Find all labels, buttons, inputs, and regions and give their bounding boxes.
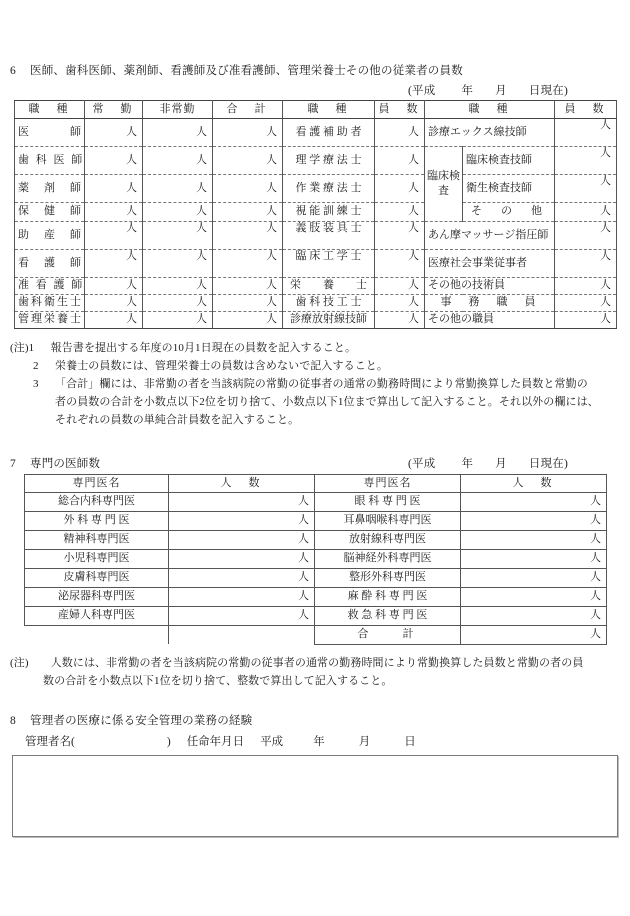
total-count[interactable]: 人 [461,626,607,645]
count-value-3[interactable]: 人 [555,147,617,175]
section-6-heading [10,62,463,78]
specialist-name-left: 皮膚科専門医 [25,569,169,588]
specialist-count-right[interactable]: 人 [461,588,607,607]
note-text: 人数には、非常勤の者を当該病院の常勤の従事者の通常の勤務時間により常勤換算した員数と常勤の者の員 [50,657,584,669]
specialist-name-left: 総合内科専門医 [25,493,169,512]
appointment-date-label: 任命年月日 [186,736,245,748]
specialist-name-left: 精神科専門医 [25,531,169,550]
job-label-2: 栄 養 士 [283,278,375,295]
appointment-month: 月 [358,736,371,748]
job-label: 歯 科 医 師 [15,147,85,175]
section-7-day: 日現在) [528,458,568,470]
count-value-2[interactable]: 人 [375,295,425,312]
specialist-count-right[interactable]: 人 [461,607,607,626]
appointment-era: 平成 [260,736,284,748]
specialist-count-left[interactable]: 人 [169,588,315,607]
table-row [15,295,617,312]
count-value-3[interactable]: 人 [555,250,617,278]
header-job-1: 職 種 [15,101,85,119]
parttime-value[interactable]: 人 [143,312,213,329]
count-value-2[interactable]: 人 [375,203,425,222]
table-row [25,531,607,550]
total-label: 合 計 [315,626,461,645]
count-value-2[interactable]: 人 [375,278,425,295]
section-6-number: 6 [10,65,16,77]
count-value-3[interactable]: 人 [555,295,617,312]
table-row [25,512,607,531]
total-value[interactable]: 人 [213,295,283,312]
parttime-value[interactable]: 人 [143,119,213,147]
parttime-value[interactable]: 人 [143,278,213,295]
count-value-3[interactable]: 人 [555,175,617,203]
manager-info-line [25,733,416,749]
parttime-value[interactable]: 人 [143,222,213,250]
specialist-name-right: 脳神経外科専門医 [315,550,461,569]
specialist-count-right[interactable]: 人 [461,493,607,512]
section-7-title: 専門の医師数 [30,458,101,470]
job-label-3: 医療社会事業従事者 [425,250,555,278]
job-label-2: 臨 床 工 学 士 [283,250,375,278]
section-7-note [10,655,583,672]
fulltime-value[interactable]: 人 [85,250,143,278]
specialist-count-left[interactable]: 人 [169,512,315,531]
specialist-name-right: 整形外科専門医 [315,569,461,588]
header-job-2: 職 種 [283,101,375,119]
empty-cell [25,626,169,645]
section-6-note-2 [33,358,388,375]
section-6-note-1 [10,340,356,357]
job-label: 助 産 師 [15,222,85,250]
fulltime-value[interactable]: 人 [85,175,143,203]
note-text: 「合計」欄には、非常勤の者を当該病院の常勤の従事者の通常の勤務時間により常勤換算した員数と常勤の [55,378,588,390]
section-7-number: 7 [10,458,16,470]
job-label-2: 義 肢 装 具 士 [283,222,375,250]
note-text: 栄養士の員数には、管理栄養士の員数は含めないで記入すること。 [55,360,388,372]
header-specialist-name-2: 専門医名 [315,475,461,493]
count-value-3[interactable]: 人 [555,203,617,222]
specialist-name-right: 放射線科専門医 [315,531,461,550]
count-value-2[interactable]: 人 [375,250,425,278]
job-label: 医 師 [15,119,85,147]
header-parttime: 非常勤 [143,101,213,119]
table-row [15,147,617,175]
manager-name-close: ) [166,736,171,748]
specialist-count-left[interactable]: 人 [169,531,315,550]
experience-free-text-box[interactable] [12,755,618,837]
job-label-2: 歯 科 技 工 士 [283,295,375,312]
job-label: 准 看 護 師 [15,278,85,295]
table-row [15,250,617,278]
job-label-3: 診療エックス線技師 [425,119,555,147]
note-marker: (注) [10,342,29,354]
specialist-count-table [24,474,607,645]
count-value-2[interactable]: 人 [375,147,425,175]
job-label-3: あん摩マッサージ指圧師 [425,222,555,250]
count-value-2[interactable]: 人 [375,222,425,250]
header-specialist-name-1: 専門医名 [25,475,169,493]
section-6-era: (平成 [408,85,436,97]
count-value-2[interactable]: 人 [375,175,425,203]
job-label-2: 診療放射線技師 [283,312,375,329]
specialist-name-right: 麻 酔 科 専 門 医 [315,588,461,607]
header-specialist-count-2: 人 数 [461,475,607,493]
specialist-name-left: 小児科専門医 [25,550,169,569]
job-label-3: その他の技術員 [425,278,555,295]
section-6-year: 年 [461,85,474,97]
section-6-note-3-line-2: 者の員数の合計を小数点以下2位を切り捨て、小数点以下1位まで算出して記入すること。それ以外の欄には、 [55,396,599,408]
fulltime-value[interactable]: 人 [85,278,143,295]
job-label-3: そ の 他 [463,203,555,222]
specialist-table-header-row [25,475,607,493]
section-7-era: (平成 [408,458,436,470]
section-6-title: 医師、歯科医師、薬剤師、看護師及び准看護師、管理栄養士その他の従業者の員数 [30,65,463,77]
note-text: 報告書を提出する年度の10月1日現在の員数を記入すること。 [50,342,357,354]
fulltime-value[interactable]: 人 [85,312,143,329]
table-row [25,569,607,588]
section-6-month: 月 [495,85,507,97]
specialist-name-left: 外 科 専 門 医 [25,512,169,531]
table-row [25,607,607,626]
section-8-number: 8 [10,715,16,727]
job-label-2: 作 業 療 法 士 [283,175,375,203]
fulltime-value[interactable]: 人 [85,119,143,147]
job-label-2: 看 護 補 助 者 [283,119,375,147]
section-7-date-line [408,455,568,471]
manager-name-label: 管理者名( [25,736,75,748]
table-row [15,119,617,147]
note-index: 2 [33,360,39,372]
section-6-note-3-line-3: それぞれの員数の単純合計員数を記入すること。 [55,414,300,426]
job-label: 歯科衛生士 [15,295,85,312]
specialist-name-left: 産婦人科専門医 [25,607,169,626]
staff-table-header-row [15,101,617,119]
section-7-heading [10,455,100,471]
header-count-3: 員 数 [555,101,617,119]
total-value[interactable]: 人 [213,119,283,147]
table-row-total [25,626,607,645]
table-row [25,550,607,569]
table-row [15,312,617,329]
section-8-heading [10,712,252,728]
note-index: 3 [33,378,39,390]
job-label-3: 事 務 職 員 [425,295,555,312]
section-8-title: 管理者の医療に係る安全管理の業務の経験 [30,715,253,727]
table-row [25,493,607,512]
header-total: 合 計 [213,101,283,119]
fulltime-value[interactable]: 人 [85,147,143,175]
job-label-3: その他の職員 [425,312,555,329]
table-row [15,203,617,222]
job-label-3: 臨床検査技師 [463,147,555,175]
parttime-value[interactable]: 人 [143,203,213,222]
staff-count-table [14,100,617,329]
total-value[interactable]: 人 [213,147,283,175]
specialist-count-right[interactable]: 人 [461,550,607,569]
table-row [25,588,607,607]
specialist-name-right: 耳鼻咽喉科専門医 [315,512,461,531]
header-job-3: 職 種 [425,101,555,119]
section-6-day: 日現在) [528,85,568,97]
fulltime-value[interactable]: 人 [85,295,143,312]
job-label-3: 衛生検査技師 [463,175,555,203]
count-value-2[interactable]: 人 [375,119,425,147]
specialist-name-right: 眼 科 専 門 医 [315,493,461,512]
job-label-2: 理 学 療 法 士 [283,147,375,175]
count-value-3[interactable]: 人 [555,312,617,329]
specialist-count-right[interactable]: 人 [461,531,607,550]
specialist-name-left: 泌尿器科専門医 [25,588,169,607]
specialist-count-left[interactable]: 人 [169,493,315,512]
table-row [15,222,617,250]
total-value[interactable]: 人 [213,250,283,278]
section-7-year: 年 [461,458,474,470]
section-7-note-line-2: 数の合計を小数点以下1位を切り捨て、整数で算出して記入すること。 [43,675,393,687]
fulltime-value[interactable]: 人 [85,203,143,222]
parttime-value[interactable]: 人 [143,175,213,203]
total-value[interactable]: 人 [213,278,283,295]
header-fulltime: 常 勤 [85,101,143,119]
specialist-count-left[interactable]: 人 [169,607,315,626]
note-index: 1 [28,342,35,354]
parttime-value[interactable]: 人 [143,147,213,175]
section-7-month: 月 [495,458,507,470]
specialist-count-right[interactable]: 人 [461,569,607,588]
clinical-exam-group-label: 臨床検査 [425,147,463,222]
table-row [15,278,617,295]
count-value-3[interactable]: 人 [555,119,617,147]
parttime-value[interactable]: 人 [143,295,213,312]
count-value-2[interactable]: 人 [375,312,425,329]
total-value[interactable]: 人 [213,175,283,203]
total-value[interactable]: 人 [213,203,283,222]
parttime-value[interactable]: 人 [143,250,213,278]
count-value-3[interactable]: 人 [555,278,617,295]
note-marker: (注) [10,657,29,669]
table-row [15,175,617,203]
total-value[interactable]: 人 [213,222,283,250]
specialist-count-right[interactable]: 人 [461,512,607,531]
specialist-count-left[interactable]: 人 [169,569,315,588]
appointment-year: 年 [313,736,325,748]
count-value-3[interactable]: 人 [555,222,617,250]
job-label-2: 視 能 訓 練 士 [283,203,375,222]
job-label: 管理栄養士 [15,312,85,329]
total-value[interactable]: 人 [213,312,283,329]
job-label: 看 護 師 [15,250,85,278]
job-label: 薬 剤 師 [15,175,85,203]
appointment-day: 日 [404,736,416,748]
empty-cell [169,626,315,645]
header-specialist-count-1: 人 数 [169,475,315,493]
job-label: 保 健 師 [15,203,85,222]
specialist-name-right: 救 急 科 専 門 医 [315,607,461,626]
fulltime-value[interactable]: 人 [85,222,143,250]
section-6-date-line [408,82,568,98]
header-count-2: 員 数 [375,101,425,119]
section-6-note-3 [33,376,588,393]
specialist-count-left[interactable]: 人 [169,550,315,569]
